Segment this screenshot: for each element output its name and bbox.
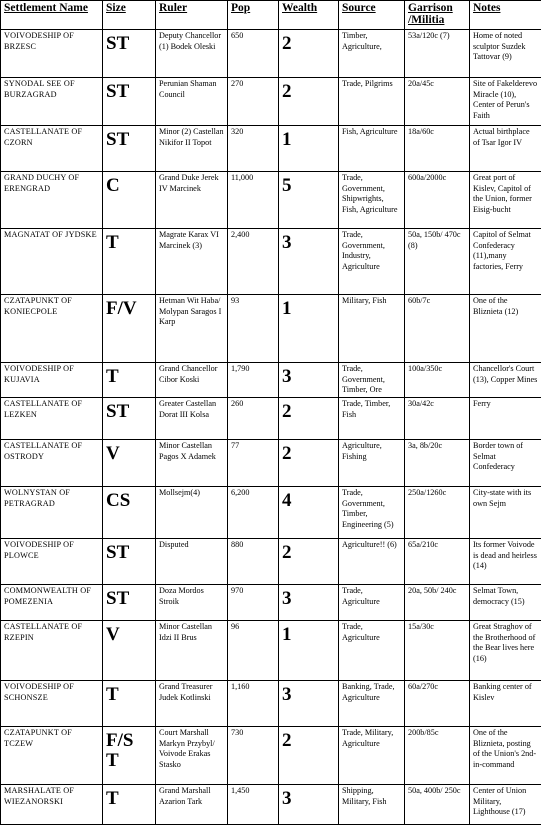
size-cell: ST [103,30,156,78]
pop-cell: 320 [228,126,279,172]
source-cell: Trade, Timber, Fish [339,398,405,440]
source-cell: Trade, Military, Agriculture [339,727,405,785]
pop-cell: 1,450 [228,785,279,825]
garrison-cell: 50a, 150b/ 470c (8) [405,229,470,295]
settlement-name-cell: COMMONWEALTH OF POMEZENIA [1,585,103,621]
source-cell: Agriculture, Fishing [339,440,405,487]
wealth-cell: 2 [279,440,339,487]
notes-cell: Great port of Kislev, Capitol of the Union, former Eisig-bucht [470,172,541,229]
notes-cell: Site of Fakelderevo Miracle (10), Center of Perun's Faith [470,78,541,126]
size-cell: V [103,440,156,487]
source-cell: Banking, Trade, Agriculture [339,681,405,727]
garrison-cell: 60a/270c [405,681,470,727]
settlement-name-cell: GRAND DUCHY OF ERENGRAD [1,172,103,229]
size-cell: F/S T [103,727,156,785]
wealth-cell: 2 [279,727,339,785]
garrison-cell: 250a/1260c [405,487,470,539]
settlement-name-cell: VOIVODESHIP OF PLOWCE [1,539,103,585]
size-cell: T [103,681,156,727]
settlement-name-cell: MARSHALATE OF WIEZANORSKI [1,785,103,825]
settlement-name-cell: MAGNATAT OF JYDSKE [1,229,103,295]
pop-cell: 970 [228,585,279,621]
settlement-name-cell: VOIVODESHIP OF BRZESC [1,30,103,78]
source-cell: Trade, Pilgrims [339,78,405,126]
size-cell: ST [103,78,156,126]
notes-cell: Actual birthplace of Tsar Igor IV [470,126,541,172]
pop-cell: 880 [228,539,279,585]
source-cell: Trade, Agriculture [339,585,405,621]
garrison-cell: 200b/85c [405,727,470,785]
notes-cell: One of the Bliznieta, posting of the Union's 2nd-in-command [470,727,541,785]
notes-cell: Selmat Town, democracy (15) [470,585,541,621]
size-cell: ST [103,585,156,621]
table-row [1,295,541,363]
table-row [1,727,541,785]
settlement-name-cell: CASTELLANATE OF OSTRODY [1,440,103,487]
wealth-cell: 1 [279,126,339,172]
notes-cell: One of the Bliznieta (12) [470,295,541,363]
notes-cell: Ferry [470,398,541,440]
wealth-cell: 3 [279,229,339,295]
size-cell: ST [103,539,156,585]
garrison-cell: 60b/7c [405,295,470,363]
source-cell: Military, Fish [339,295,405,363]
garrison-cell: 50a, 400b/ 250c [405,785,470,825]
table-row [1,78,541,126]
size-cell: T [103,363,156,398]
settlement-name-cell: CZATAPUNKT OF TCZEW [1,727,103,785]
wealth-cell: 2 [279,398,339,440]
source-cell: Shipping, Military, Fish [339,785,405,825]
pop-cell: 2,400 [228,229,279,295]
size-cell: V [103,621,156,681]
notes-cell: Its former Voivode is dead and heirless (14) [470,539,541,585]
table-row [1,30,541,78]
notes-cell: Great Straghov of the Brotherhood of the Bear lives here (16) [470,621,541,681]
ruler-cell: Grand Marshall Azarion Tark [156,785,228,825]
ruler-cell: Hetman Wit Haba/ Molypan Saragos I Karp [156,295,228,363]
size-cell: T [103,229,156,295]
size-cell: F/V [103,295,156,363]
source-cell: Trade, Government, Industry, Agriculture [339,229,405,295]
garrison-cell: 3a, 8b/20c [405,440,470,487]
ruler-cell: Doza Mordos Stroik [156,585,228,621]
garrison-cell: 20a/45c [405,78,470,126]
wealth-cell: 3 [279,363,339,398]
settlement-name-cell: SYNODAL SEE OF BURZAGRAD [1,78,103,126]
table-row [1,585,541,621]
notes-cell: Capitol of Selmat Confederacy (11),many factories, Ferry [470,229,541,295]
ruler-cell: Court Marshall Markyn Przybyl/ Voivode Erakas Stasko [156,727,228,785]
ruler-cell: Greater Castellan Dorat III Kolsa [156,398,228,440]
table-row [1,487,541,539]
table-row [1,539,541,585]
wealth-cell: 2 [279,30,339,78]
source-cell: Fish, Agriculture [339,126,405,172]
table-row [1,681,541,727]
settlement-name-cell: VOIVODESHIP OF KUJAVIA [1,363,103,398]
table-row [1,440,541,487]
wealth-cell: 2 [279,78,339,126]
wealth-cell: 1 [279,621,339,681]
wealth-cell: 4 [279,487,339,539]
size-cell: ST [103,398,156,440]
table-row [1,126,541,172]
table-row [1,621,541,681]
ruler-cell: Minor Castellan Pagos X Adamek [156,440,228,487]
ruler-cell: Grand Duke Jerek IV Marcinek [156,172,228,229]
ruler-cell: Disputed [156,539,228,585]
size-cell: CS [103,487,156,539]
garrison-cell: 18a/60c [405,126,470,172]
notes-cell: Chancellor's Court (13), Copper Mines [470,363,541,398]
ruler-cell: Deputy Chancellor (1) Bodek Oleski [156,30,228,78]
settlement-name-cell: CASTELLANATE OF CZORN [1,126,103,172]
header-pop: Pop [228,1,279,30]
header-notes: Notes [470,1,541,30]
pop-cell: 730 [228,727,279,785]
table-row [1,398,541,440]
garrison-cell: 20a, 50b/ 240c [405,585,470,621]
pop-cell: 1,160 [228,681,279,727]
source-cell: Trade, Agriculture [339,621,405,681]
ruler-cell: Magrate Karax VI Marcinek (3) [156,229,228,295]
wealth-cell: 3 [279,785,339,825]
garrison-cell: 15a/30c [405,621,470,681]
table-row [1,229,541,295]
size-cell: T [103,785,156,825]
garrison-cell: 65a/210c [405,539,470,585]
settlement-name-cell: CZATAPUNKT OF KONIECPOLE [1,295,103,363]
header-row [1,1,541,30]
settlement-name-cell: VOIVODESHIP OF SCHONSZE [1,681,103,727]
garrison-cell: 100a/350c [405,363,470,398]
ruler-cell: Mollsejm(4) [156,487,228,539]
header-source: Source [339,1,405,30]
source-cell: Agriculture!! (6) [339,539,405,585]
garrison-cell: 600a/2000c [405,172,470,229]
header-settlement: Settlement Name [1,1,103,30]
pop-cell: 650 [228,30,279,78]
settlement-name-cell: WOLNYSTAN OF PETRAGRAD [1,487,103,539]
notes-cell: Border town of Selmat Confederacy [470,440,541,487]
header-wealth: Wealth [279,1,339,30]
ruler-cell: Minor (2) Castellan Nikifor II Topot [156,126,228,172]
ruler-cell: Perunian Shaman Council [156,78,228,126]
header-ruler: Ruler [156,1,228,30]
table-row [1,785,541,825]
notes-cell: Center of Union Military, Lighthouse (17) [470,785,541,825]
notes-cell: City-state with its own Sejm [470,487,541,539]
header-size: Size [103,1,156,30]
size-cell: ST [103,126,156,172]
pop-cell: 77 [228,440,279,487]
ruler-cell: Grand Treasurer Judek Kotlinski [156,681,228,727]
source-cell: Timber, Agriculture, [339,30,405,78]
settlement-name-cell: CASTELLANATE OF RZEPIN [1,621,103,681]
pop-cell: 11,000 [228,172,279,229]
notes-cell: Banking center of Kislev [470,681,541,727]
wealth-cell: 1 [279,295,339,363]
pop-cell: 93 [228,295,279,363]
pop-cell: 260 [228,398,279,440]
source-cell: Trade, Government, Timber, Engineering (5) [339,487,405,539]
table-row [1,363,541,398]
pop-cell: 1,790 [228,363,279,398]
wealth-cell: 5 [279,172,339,229]
wealth-cell: 2 [279,539,339,585]
pop-cell: 96 [228,621,279,681]
pop-cell: 270 [228,78,279,126]
settlement-name-cell: CASTELLANATE OF LEZKEN [1,398,103,440]
wealth-cell: 3 [279,585,339,621]
size-cell: C [103,172,156,229]
ruler-cell: Minor Castellan Idzi II Brus [156,621,228,681]
garrison-cell: 53a/120c (7) [405,30,470,78]
garrison-cell: 30a/42c [405,398,470,440]
notes-cell: Home of noted sculptor Suzdek Tattovar (9) [470,30,541,78]
source-cell: Trade, Government, Timber, Ore [339,363,405,398]
pop-cell: 6,200 [228,487,279,539]
table-row [1,172,541,229]
source-cell: Trade, Government, Shipwrights, Fish, Agriculture [339,172,405,229]
wealth-cell: 3 [279,681,339,727]
header-garrison: Garrison /Militia [405,1,470,30]
ruler-cell: Grand Chancellor Cibor Koski [156,363,228,398]
